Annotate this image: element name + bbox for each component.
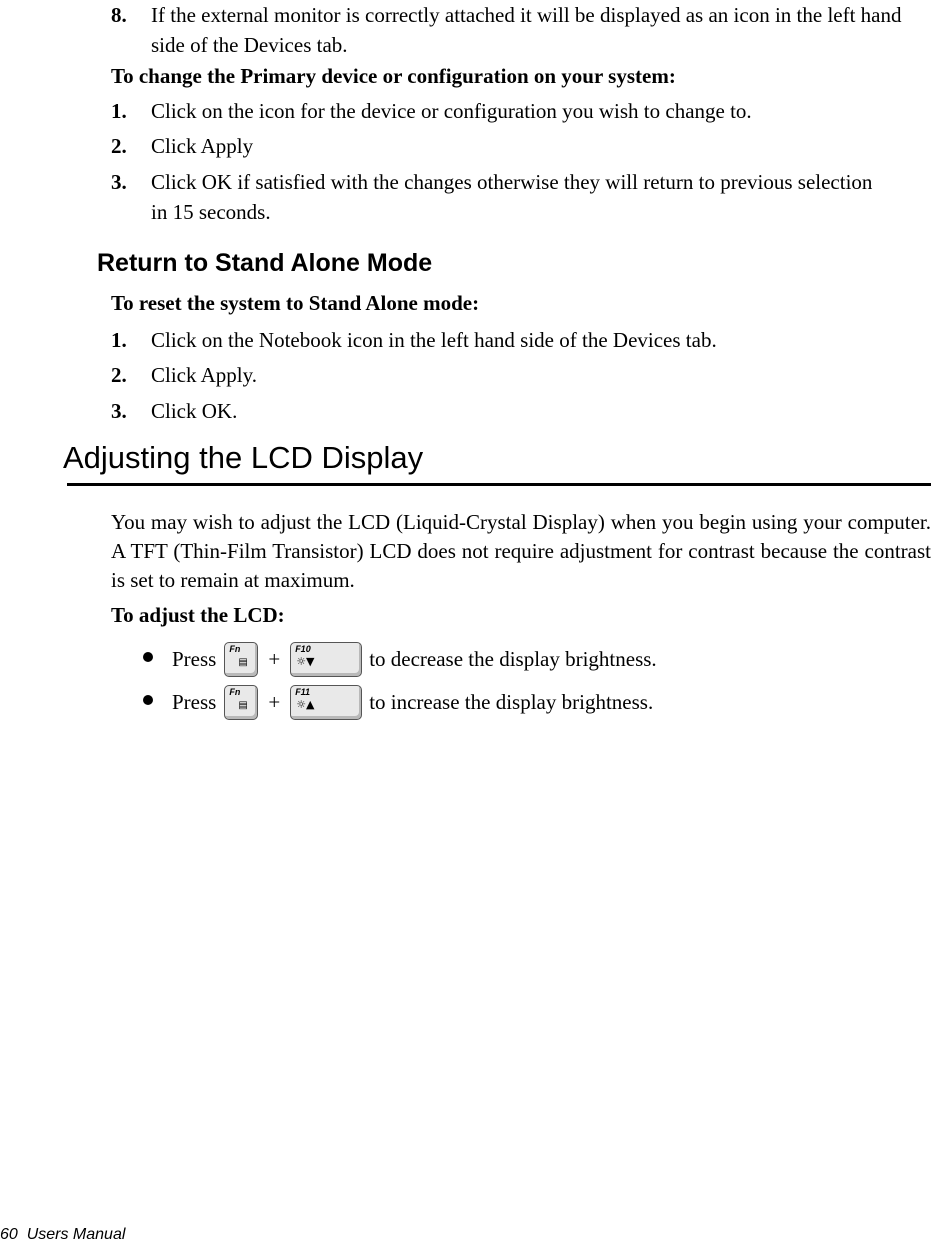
step-number: 2. (111, 134, 127, 158)
page-footer: 60 Users Manual (0, 1226, 126, 1243)
chapter-rule (67, 483, 931, 486)
key-label: Fn (229, 686, 241, 697)
fn-key-icon (224, 685, 258, 720)
press-label: Press (172, 690, 217, 714)
brightness-down-icon: ☼▼ (296, 654, 315, 668)
bullet-line (172, 640, 657, 678)
lcd-paragraph: You may wish to adjust the LCD (Liquid-Crystal Display) when you begin using your computer. A TFT (Thin-Film Transistor) LCD does not require adjustment for contrast because the contrast is set to remain at maximum. (111, 510, 931, 592)
brightness-up-icon: ☼▲ (296, 697, 315, 711)
f11-key-icon (290, 685, 362, 720)
step-text: Click OK. (151, 399, 238, 423)
step-text: Click on the icon for the device or configuration you wish to change to. (151, 99, 752, 123)
fn-key-icon (224, 642, 258, 677)
plus-sign: + (268, 647, 281, 671)
step-text: Click OK if satisfied with the changes otherwise they will return to previous selection in 15 seconds. (151, 170, 873, 224)
step-number: 1. (111, 99, 127, 123)
key-label: F11 (295, 686, 311, 697)
bullet-dot (143, 695, 153, 705)
fn-glyph-icon: ▤ (238, 699, 248, 711)
bullet-dot (143, 652, 153, 662)
change-primary-heading: To change the Primary device or configuration on your system: (111, 64, 676, 88)
section-title-stand-alone: Return to Stand Alone Mode (97, 249, 433, 277)
bullet-text: to decrease the display brightness. (369, 647, 657, 671)
step-text: If the external monitor is correctly attached it will be displayed as an icon in the left hand side of the Devices tab. (151, 3, 902, 57)
press-label: Press (172, 647, 217, 671)
key-label: Fn (229, 643, 241, 654)
key-label: F10 (295, 643, 311, 654)
step-number: 2. (111, 363, 127, 387)
lcd-heading: To adjust the LCD: (111, 603, 285, 627)
step-text: Click Apply (151, 134, 254, 158)
stand-alone-heading: To reset the system to Stand Alone mode: (111, 291, 480, 315)
bullet-text: to increase the display brightness. (369, 690, 654, 714)
plus-sign: + (268, 690, 281, 714)
step-text: Click Apply. (151, 363, 257, 387)
step-number: 8. (111, 3, 127, 27)
step-text: Click on the Notebook icon in the left hand side of the Devices tab. (151, 328, 717, 352)
step-number: 3. (111, 170, 127, 194)
step-number: 3. (111, 399, 127, 423)
step-number: 1. (111, 328, 127, 352)
fn-glyph-icon: ▤ (238, 656, 248, 668)
bullet-line (172, 683, 653, 721)
f10-key-icon (290, 642, 362, 677)
chapter-title-lcd: Adjusting the LCD Display (63, 440, 424, 475)
